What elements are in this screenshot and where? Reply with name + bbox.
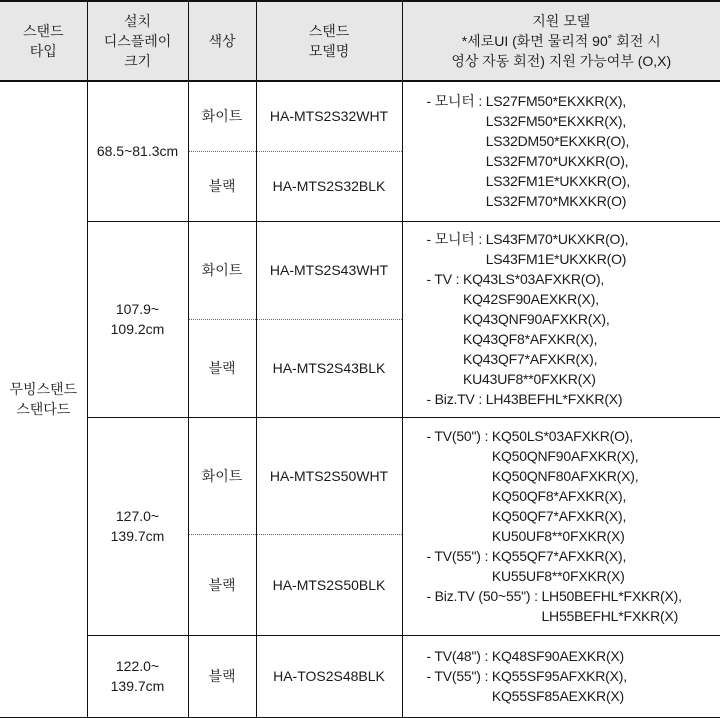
text-line: 색상 bbox=[189, 31, 256, 51]
model-code: KU43UF8**0FXKR(X) bbox=[463, 369, 610, 389]
text-line: 109.2cm bbox=[88, 319, 188, 339]
text-line: 모델명 bbox=[257, 41, 402, 61]
device-category-label: - Biz.TV : bbox=[427, 389, 486, 409]
color-cell: 블랙 bbox=[188, 534, 256, 635]
device-category-label: - TV(48") : bbox=[427, 646, 492, 666]
color-cell: 화이트 bbox=[188, 81, 256, 151]
device-category-label: - TV(50") : bbox=[427, 426, 492, 546]
text-line: 크기 bbox=[88, 51, 188, 71]
model-code: KQ43QF7*AFXKR(X), bbox=[463, 349, 610, 369]
color-cell: 블랙 bbox=[188, 151, 256, 221]
header-stand-type bbox=[0, 1, 87, 81]
stand-model-cell: HA-MTS2S43WHT bbox=[256, 221, 402, 319]
device-category-label: - Biz.TV (50~55") : bbox=[427, 586, 542, 626]
device-category-label: - 모니터 : bbox=[427, 229, 486, 269]
table-row bbox=[0, 417, 720, 534]
text-line: 타입 bbox=[0, 41, 87, 61]
supported-models-cell bbox=[402, 635, 720, 717]
stand-model-cell: HA-MTS2S43BLK bbox=[256, 319, 402, 417]
device-category-label: - TV(55") : bbox=[427, 666, 492, 706]
text-line: 107.9~ bbox=[88, 299, 188, 319]
text-line: 127.0~ bbox=[88, 506, 188, 526]
supported-model-entry bbox=[427, 426, 720, 546]
model-code: LS32FM50*EKXKR(X), bbox=[486, 111, 630, 131]
supported-model-entry bbox=[427, 666, 720, 706]
text-line: 설치 bbox=[88, 11, 188, 31]
model-code: KQ55QF7*AFXKR(X), bbox=[492, 546, 626, 566]
stand-model-cell: HA-TOS2S48BLK bbox=[256, 635, 402, 717]
stand-type-cell bbox=[0, 81, 87, 717]
supported-model-entry bbox=[427, 546, 720, 586]
model-code: LS32DM50*EKXKR(O), bbox=[486, 131, 630, 151]
display-size-cell bbox=[87, 635, 188, 717]
model-code: KQ43QF8*AFXKR(X), bbox=[463, 329, 610, 349]
header-row bbox=[0, 1, 720, 81]
display-size-cell bbox=[87, 81, 188, 221]
model-code: LH50BEFHL*FXKR(X), bbox=[541, 586, 681, 606]
model-code: LS43FM70*UKXKR(O), bbox=[486, 229, 629, 249]
stand-model-cell: HA-MTS2S32WHT bbox=[256, 81, 402, 151]
model-code: KQ50LS*03AFXKR(O), bbox=[492, 426, 639, 446]
model-code: KU55UF8**0FXKR(X) bbox=[492, 566, 626, 586]
supported-model-entry bbox=[427, 269, 720, 389]
supported-model-entry bbox=[427, 229, 720, 269]
text-line: 스탠드 bbox=[0, 21, 87, 41]
supported-models-cell bbox=[402, 221, 720, 417]
text-line: 디스플레이 bbox=[88, 31, 188, 51]
display-size-cell bbox=[87, 221, 188, 417]
table-row bbox=[0, 221, 720, 319]
text-line: 지원 모델 bbox=[403, 11, 720, 31]
model-code: KQ50QF8*AFXKR(X), bbox=[492, 486, 639, 506]
model-code: LS32FM1E*UKXKR(O), bbox=[486, 171, 630, 191]
model-code: LS27FM50*EKXKR(X), bbox=[486, 91, 630, 111]
supported-models-cell bbox=[402, 81, 720, 221]
supported-model-entry bbox=[427, 91, 720, 211]
model-code: KQ43LS*03AFXKR(O), bbox=[463, 269, 610, 289]
model-code: LH43BEFHL*FXKR(X) bbox=[486, 389, 623, 409]
text-line: 영상 자동 회전) 지원 가능여부 (O,X) bbox=[403, 51, 720, 71]
color-cell: 블랙 bbox=[188, 319, 256, 417]
supported-model-entry bbox=[427, 389, 720, 409]
text-line: 스탠드 bbox=[257, 21, 402, 41]
supported-models-cell bbox=[402, 417, 720, 635]
model-code: KQ55SF85AEXKR(X) bbox=[492, 686, 627, 706]
device-category-label: - 모니터 : bbox=[427, 91, 486, 211]
supported-model-entry bbox=[427, 586, 720, 626]
stand-model-cell: HA-MTS2S50BLK bbox=[256, 534, 402, 635]
device-category-label: - TV : bbox=[427, 269, 463, 389]
color-cell: 블랙 bbox=[188, 635, 256, 717]
header-stand-model bbox=[256, 1, 402, 81]
model-code: KQ48SF90AEXKR(X) bbox=[492, 646, 624, 666]
header-display-size bbox=[87, 1, 188, 81]
text-line: 122.0~ bbox=[88, 656, 188, 676]
header-color bbox=[188, 1, 256, 81]
text-line: 68.5~81.3cm bbox=[88, 141, 188, 161]
model-code: KQ50QF7*AFXKR(X), bbox=[492, 506, 639, 526]
stand-model-cell: HA-MTS2S32BLK bbox=[256, 151, 402, 221]
text-line: *세로UI (화면 물리적 90˚ 회전 시 bbox=[403, 31, 720, 51]
model-code: KQ43QNF90AFXKR(X), bbox=[463, 309, 610, 329]
color-cell: 화이트 bbox=[188, 417, 256, 534]
model-code: KQ50QNF80AFXKR(X), bbox=[492, 466, 639, 486]
text-line: 스탠다드 bbox=[0, 399, 87, 419]
table-row bbox=[0, 635, 720, 717]
device-category-label: - TV(55") : bbox=[427, 546, 492, 586]
text-line: 무빙스탠드 bbox=[0, 379, 87, 399]
text-line: 139.7cm bbox=[88, 676, 188, 696]
model-code: LS32FM70*UKXKR(O), bbox=[486, 151, 630, 171]
model-code: KQ42SF90AEXKR(X), bbox=[463, 289, 610, 309]
display-size-cell bbox=[87, 417, 188, 635]
model-code: LS43FM1E*UKXKR(O) bbox=[486, 249, 629, 269]
model-code: KU50UF8**0FXKR(X) bbox=[492, 526, 639, 546]
table-row bbox=[0, 81, 720, 151]
model-code: LH55BEFHL*FXKR(X) bbox=[541, 606, 681, 626]
model-code: KQ50QNF90AFXKR(X), bbox=[492, 446, 639, 466]
header-supported-models bbox=[402, 1, 720, 81]
model-code: KQ55SF95AFXKR(X), bbox=[492, 666, 627, 686]
color-cell: 화이트 bbox=[188, 221, 256, 319]
stand-model-cell: HA-MTS2S50WHT bbox=[256, 417, 402, 534]
supported-model-entry bbox=[427, 646, 720, 666]
text-line: 139.7cm bbox=[88, 526, 188, 546]
model-code: LS32FM70*MKXKR(O) bbox=[486, 191, 630, 211]
